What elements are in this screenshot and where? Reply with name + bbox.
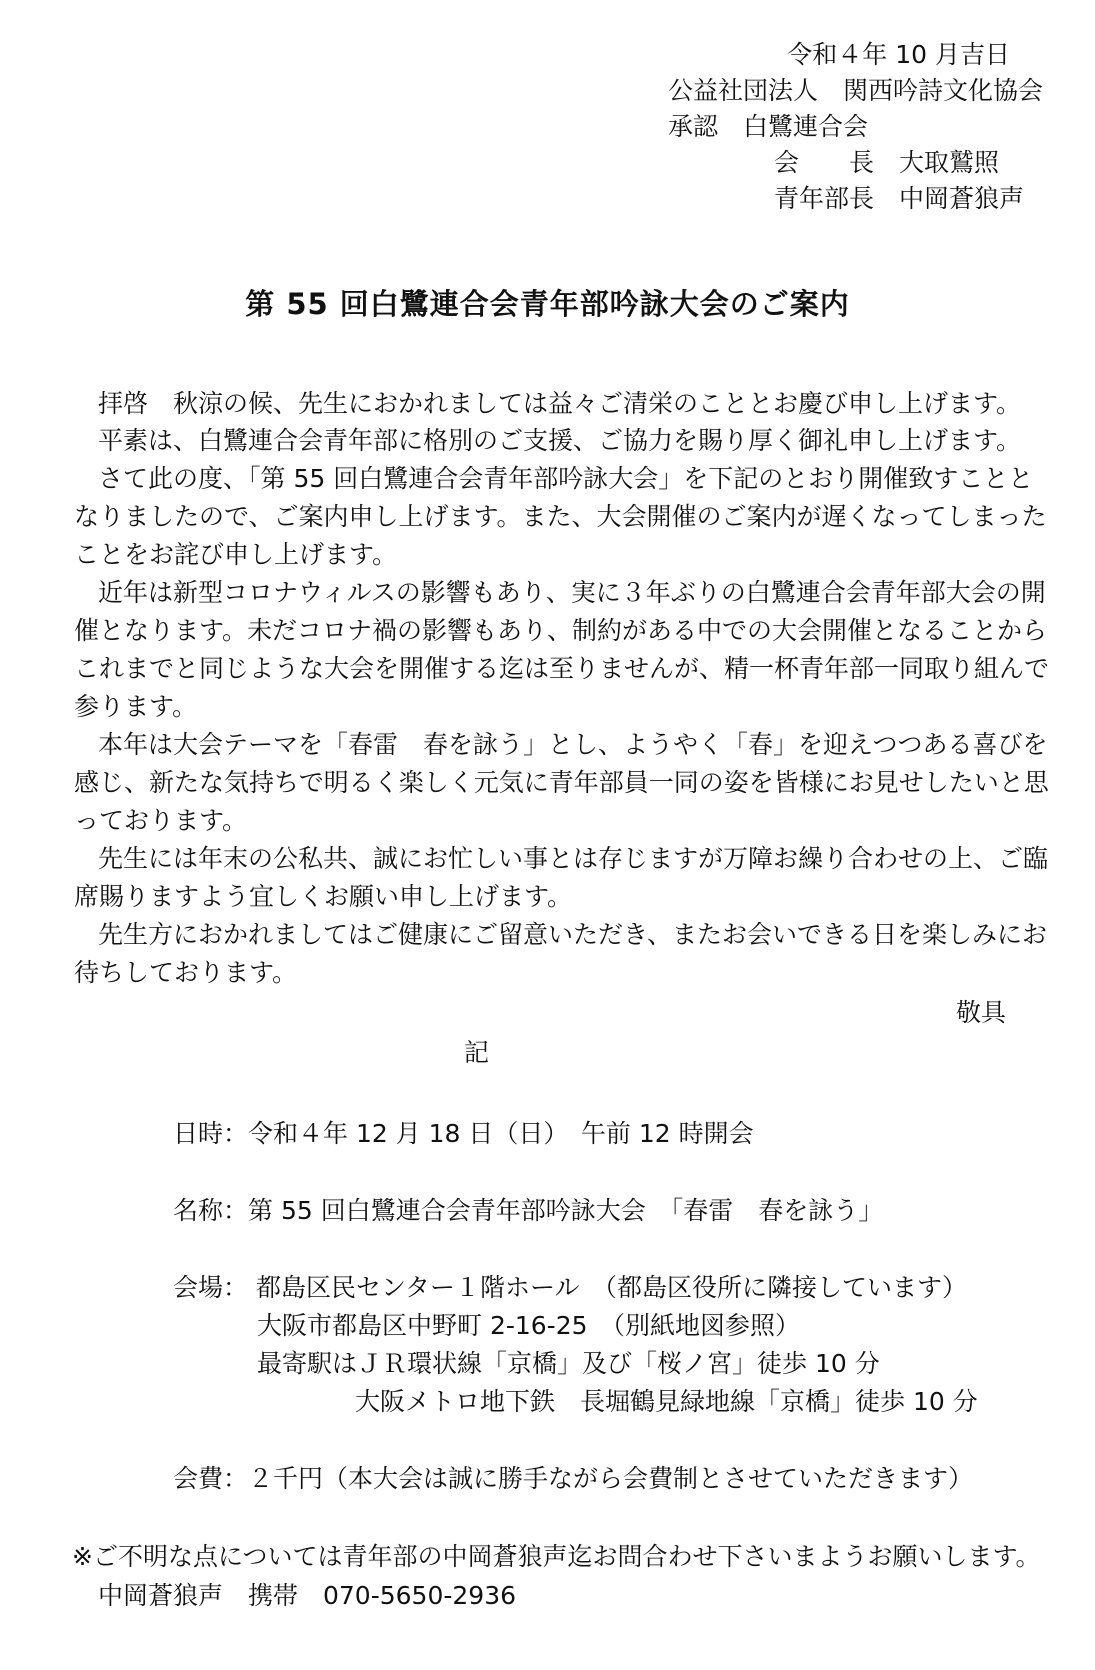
youth-head-line: 青年部長 中岡蒼狼声 (774, 184, 1025, 213)
body-line: これまでと同じような大会を開催する迄は至りませんが、精一杯青年部一同取り組んで (74, 654, 1050, 683)
event-name: 名称：第 55 回白鷺連合会青年部吟詠大会 「春雷 春を詠う」 (173, 1196, 884, 1225)
body-line: さて此の度、「第 55 回白鷺連合会青年部吟詠大会」を下記のとおり開催致すことと (98, 464, 1034, 493)
inquiry-note: ※ご不明な点については青年部の中岡蒼狼声迄お問合わせ下さいまようお願いします。 (72, 1542, 1041, 1571)
body-line: 待ちしております。 (74, 958, 298, 987)
nearest-station-jr: 最寄駅はＪＲ環状線「京橋」及び「桜ノ宮」徒歩 10 分 (257, 1349, 880, 1378)
document-date: 令和４年 10 月吉日 (787, 40, 1010, 69)
document-title: 第 55 回白鷺連合会青年部吟詠大会のご案内 (245, 287, 850, 321)
venue-address: 大阪市都島区中野町 2-16-25 （別紙地図参照） (257, 1311, 801, 1340)
ki-mark: 記 (464, 1038, 490, 1067)
body-line: 先生には年末の公私共、誠にお忙しい事とは存じますが万障お繰り合わせの上、ご臨 (98, 844, 1049, 873)
body-line: なりましたので、ご案内申し上げます。また、大会開催のご案内が遅くなってしまった (74, 502, 1047, 531)
body-line: 感じ、新たな気持ちで明るく楽しく元気に青年部員一同の姿を皆様にお見せしたいと思 (74, 768, 1049, 797)
body-line: 参ります。 (74, 692, 198, 721)
body-line: ことをお詫び申し上げます。 (74, 540, 398, 569)
closing-keigu: 敬具 (956, 998, 1007, 1027)
organization-name: 公益社団法人 関西吟詩文化協会 (668, 76, 1044, 105)
body-line: 催となります。未だコロナ禍の影響もあり、制約がある中での大会開催となることから (74, 616, 1048, 645)
body-line: っております。 (74, 806, 248, 835)
nearest-station-metro: 大阪メトロ地下鉄 長堀鶴見緑地線「京橋」徒歩 10 分 (355, 1387, 978, 1416)
body-line: 拝啓 秋涼の候、先生におかれましては益々ご清栄のこととお慶び申し上げます。 (98, 389, 1022, 418)
body-line: 本年は大会テーマを「春雷 春を詠う」とし、ようやく「春」を迎えつつある喜びを (98, 730, 1048, 759)
chair-line: 会 長 大取鷲照 (774, 148, 1000, 177)
body-line: 席賜りますよう宜しくお願い申し上げます。 (74, 882, 573, 911)
event-fee: 会費：２千円（本大会は誠に勝手ながら会費制とさせていただきます） (173, 1464, 974, 1493)
body-line: 平素は、白鷺連合会青年部に格別のご支援、ご協力を賜り厚く御礼申し上げます。 (98, 426, 1022, 455)
body-line: 近年は新型コロナウィルスの影響もあり、実に３年ぶりの白鷺連合会青年部大会の開 (98, 578, 1046, 607)
event-datetime: 日時：令和４年 12 月 18 日（日） 午前 12 時開会 (173, 1119, 754, 1148)
event-venue: 会場： 都島区民センター１階ホール （都島区役所に隣接しています） (173, 1273, 967, 1302)
approval-line: 承認 白鷺連合会 (668, 112, 869, 141)
contact-phone: 中岡蒼狼声 携帯 070-5650-2936 (98, 1581, 517, 1610)
body-line: 先生方におかれましてはご健康にご留意いただき、またお会いできる日を楽しみにお (98, 920, 1048, 949)
